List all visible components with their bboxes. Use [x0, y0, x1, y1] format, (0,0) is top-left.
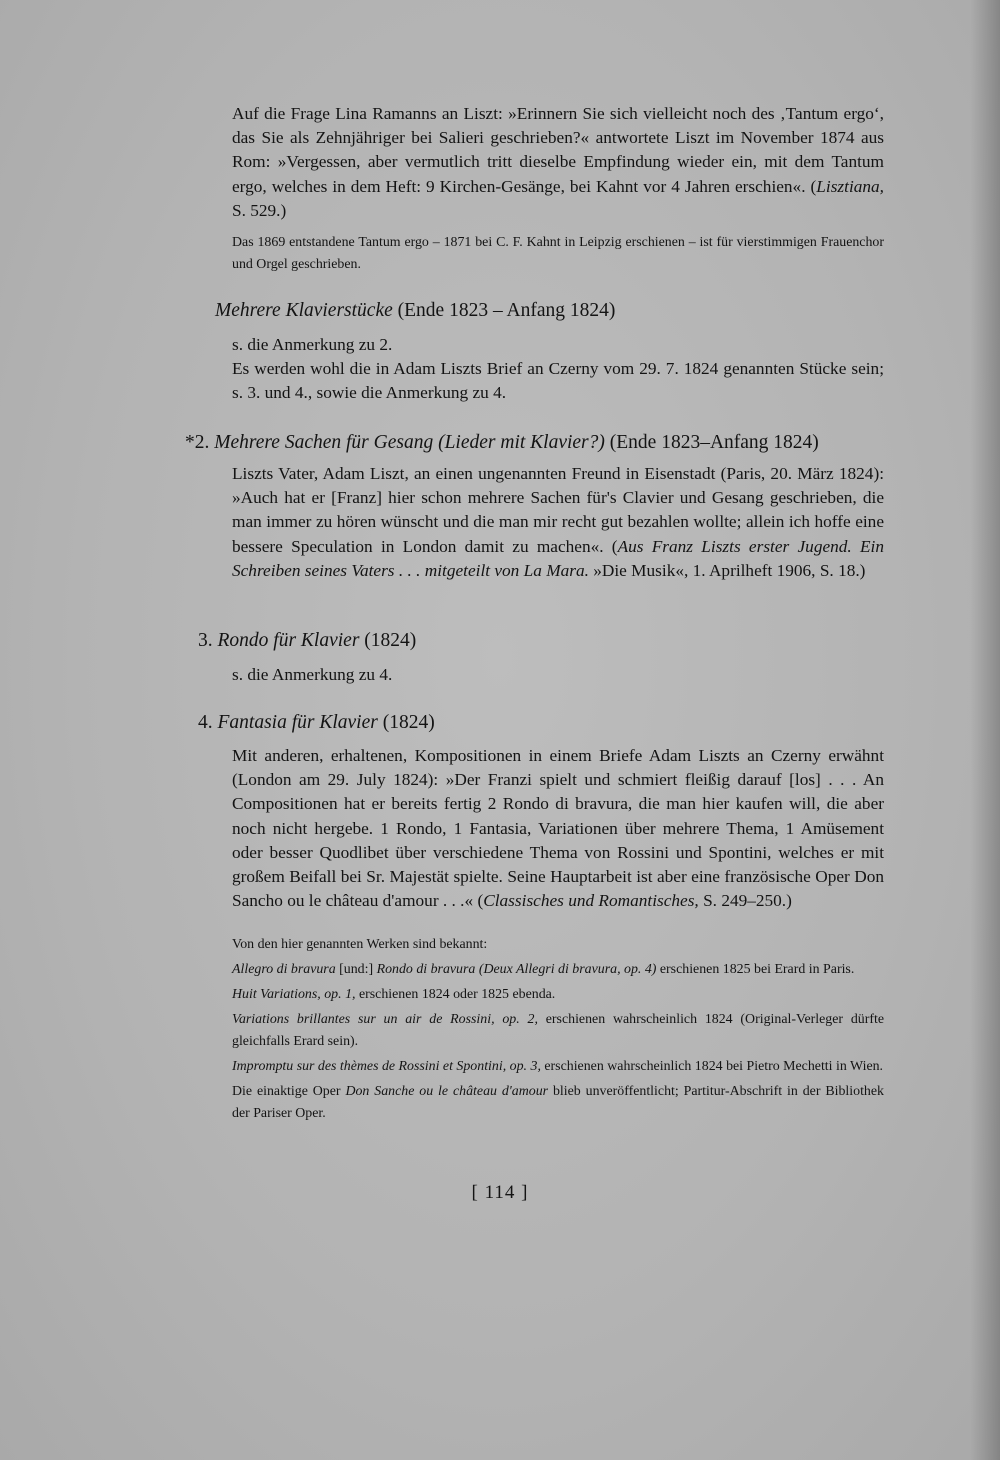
note-item: Huit Variations, op. 1, erschienen 1824 oder 1825 ebenda. [232, 987, 556, 1002]
note-item: Variations brillantes sur un air de Rossini, op. 2, erschienen wahrscheinlich 1824 (Original-Verleger dürfte gleichfalls Erard sein). [232, 1012, 884, 1049]
section-title: Mehrere Sachen für Gesang (Lieder mit Klavier?) [209, 432, 605, 453]
intro-note: Das 1869 entstandene Tantum ergo – 1871 bei C. F. Kahnt in Leipzig erschienen – ist für vierstimmigen Frauenchor und Orgel geschrieben. [232, 235, 884, 272]
body-paragraph: Liszts Vater, Adam Liszt, an einen ungenannten Freund in Eisenstadt (Paris, 20. März 1824): »Auch hat er [Franz] hier schon mehrere Sachen für's Clavier und Gesang geschrieben, die man immer zu hören wünscht und die man mir recht gut bezahlen wollte; allein ich hoffe eine bessere Speculation in London damit zu machen«. (Aus Franz Liszts erster Jugend. Ein Schreiben seines Vaters . . . mitgeteilt von La Mara. »Die Musik«, 1. Aprilheft 1906, S. 18.) [232, 464, 884, 580]
notes-intro: Von den hier genannten Werken sind bekannt: [232, 937, 488, 952]
section-heading-3: 3. Rondo für Klavier (1824) [198, 630, 417, 651]
intro-note-block [232, 232, 884, 276]
section-title: Mehrere Klavierstücke [215, 300, 393, 321]
note-item: Die einaktige Oper Don Sanche ou le château d'amour blieb unveröffentlicht; Partitur-Abschrift in der Bibliothek der Pariser Oper. [232, 1084, 884, 1121]
note-item: Impromptu sur des thèmes de Rossini et Spontini, op. 3, erschienen wahrscheinlich 1824 bei Pietro Mechetti in Wien. [232, 1059, 884, 1074]
body-paragraph: Mit anderen, erhaltenen, Kompositionen in einem Briefe Adam Liszts an Czerny erwähnt (London am 29. July 1824): »Der Franzi spielt und schmiert fleißig darauf [los] . . . An Compositionen hat er bereits fertig 2 Rondo di bravura, die man hier kaufen will, die aber noch nicht hergebe. 1 Rondo, 1 Fantasia, Variationen über mehrere Thema, 1 Amüsement oder besser Quodlibet über verschiedene Thema von Rossini und Spontini, welches er mit großem Beifall bei Sr. Majestät spielte. Seine Hauptarbeit ist aber eine französische Oper Don Sancho ou le château d'amour . . .« (Classisches und Romantisches, S. 249–250.) [232, 746, 884, 911]
body-line: s. die Anmerkung zu 4. [232, 665, 393, 684]
section-date: (1824) [377, 712, 435, 733]
section-body-4 [232, 744, 884, 913]
section-date: (Ende 1823 – Anfang 1824) [392, 300, 616, 321]
section-body-2 [232, 462, 884, 583]
section-heading-2: *2. Mehrere Sachen für Gesang (Lieder mit Klavier?) (Ende 1823–Anfang 1824) [185, 432, 819, 453]
body-line: Es werden wohl die in Adam Liszts Brief an Czerny vom 29. 7. 1824 genannten Stücke sein; s. 3. und 4., sowie die Anmerkung zu 4. [232, 359, 884, 403]
intro-paragraph: Auf die Frage Lina Ramanns an Liszt: »Erinnern Sie sich vielleicht noch des ‚Tantum ergo‘, das Sie als Zehnjähriger bei Salieri geschrieben?« antwortete Liszt im November 1874 aus Rom: »Vergessen, aber vermutlich tritt dieselbe Empfindung wieder ein, mit dem Tantum ergo, welches in dem Heft: 9 Kirchen-Gesänge, bei Kahnt vor 4 Jahren erschien«. (Lisztiana, S. 529.) [232, 104, 884, 220]
notes-block [232, 934, 884, 1125]
note-item: Allegro di bravura [und:] Rondo di bravura (Deux Allegri di bravura, op. 4) erschienen 1825 bei Erard in Paris. [232, 962, 855, 977]
section-date: (Ende 1823–Anfang 1824) [604, 432, 819, 453]
section-body-3 [232, 663, 884, 687]
section-date: (1824) [359, 630, 417, 651]
page-number: [ 114 ] [471, 1182, 529, 1203]
section-title: Rondo für Klavier [212, 630, 360, 651]
page-edge-shadow [970, 0, 1000, 1460]
intro-block [232, 102, 884, 223]
section-heading-4: 4. Fantasia für Klavier (1824) [198, 712, 435, 733]
section-heading-klavierstuecke [215, 298, 615, 324]
section-title: Fantasia für Klavier [212, 712, 378, 733]
section-body-klavierstuecke [232, 333, 884, 406]
body-line: s. die Anmerkung zu 2. [232, 335, 393, 354]
